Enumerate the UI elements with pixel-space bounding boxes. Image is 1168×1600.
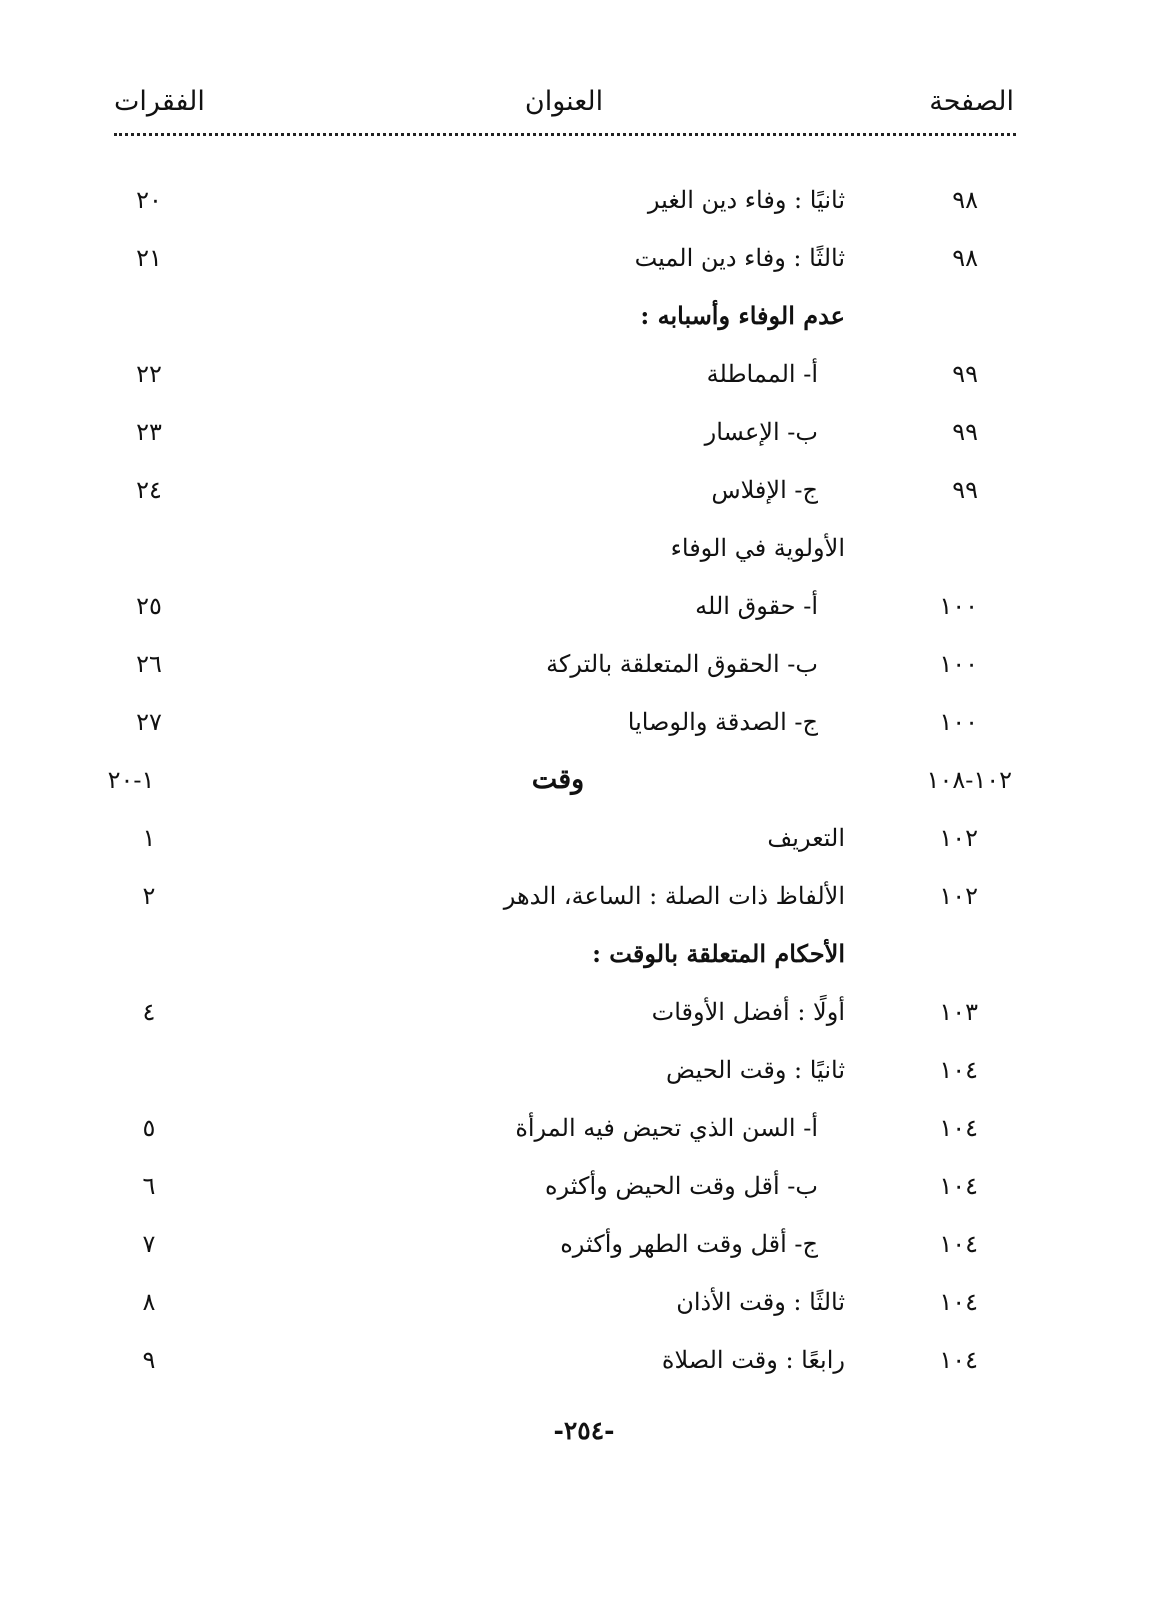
entry-paragraphs: ٩ — [142, 1346, 156, 1374]
entry-page-number: ٩٨ — [952, 186, 978, 214]
entry-page-number: ١٠٢-١٠٨ — [926, 766, 1012, 794]
index-row — [0, 1224, 1168, 1282]
entry-title: ثالثًا : وفاء دين الميت — [634, 244, 845, 272]
entry-title: ج- أقل وقت الطهر وأكثره — [560, 1230, 818, 1258]
entry-title: الأحكام المتعلقة بالوقت : — [592, 939, 845, 968]
entry-title: أولًا : أفضل الأوقات — [651, 998, 845, 1026]
entry-title: ب- الحقوق المتعلقة بالتركة — [546, 650, 818, 678]
index-row — [0, 1050, 1168, 1108]
entry-page-number: ٩٩ — [952, 476, 978, 504]
index-row — [0, 876, 1168, 934]
entry-title: ب- الإعسار — [704, 418, 818, 446]
entry-page-number: ١٠٠ — [939, 592, 978, 620]
entry-paragraphs: ٢٣ — [136, 418, 162, 446]
entry-page-number: ١٠٠ — [939, 708, 978, 736]
index-row — [0, 354, 1168, 412]
entry-page-number: ٩٨ — [952, 244, 978, 272]
index-row — [0, 412, 1168, 470]
entry-page-number: ٩٩ — [952, 360, 978, 388]
entry-paragraphs: ٥ — [142, 1114, 156, 1142]
entry-page-number: ١٠٤ — [939, 1172, 978, 1200]
entry-paragraphs: ٧ — [142, 1230, 156, 1258]
header-dotted-rule — [114, 133, 1016, 136]
entry-title: أ- المماطلة — [706, 360, 818, 388]
index-row — [0, 1340, 1168, 1398]
index-row — [0, 586, 1168, 644]
index-header — [114, 86, 1014, 126]
index-row-heading — [0, 934, 1168, 992]
entry-paragraphs: ٢٧ — [136, 708, 162, 736]
entry-page-number: ١٠٤ — [939, 1346, 978, 1374]
entry-title: ج- الإفلاس — [711, 476, 818, 504]
index-row-heading — [0, 296, 1168, 354]
entry-page-number: ١٠٤ — [939, 1056, 978, 1084]
entry-title: عدم الوفاء وأسبابه : — [640, 301, 845, 330]
index-row — [0, 992, 1168, 1050]
index-row — [0, 644, 1168, 702]
entry-page-number: ١٠٢ — [939, 882, 978, 910]
entry-paragraphs: ٦ — [142, 1172, 156, 1200]
entry-paragraphs: ٤ — [142, 998, 156, 1026]
index-row — [0, 180, 1168, 238]
index-row — [0, 470, 1168, 528]
entry-title: ثانيًا : وقت الحيض — [666, 1056, 845, 1084]
entry-paragraphs: ٢٦ — [136, 650, 162, 678]
entry-title: الأولوية في الوفاء — [670, 534, 845, 562]
index-row — [0, 818, 1168, 876]
entry-page-number: ١٠٤ — [939, 1288, 978, 1316]
entry-title: وقت — [531, 764, 585, 795]
entry-title: ب- أقل وقت الحيض وأكثره — [544, 1172, 818, 1200]
entry-page-number: ١٠٤ — [939, 1114, 978, 1142]
entry-title: التعريف — [767, 824, 845, 852]
paragraphs-column-heading: الفقرات — [114, 86, 205, 117]
entry-page-number: ١٠٢ — [939, 824, 978, 852]
entry-paragraphs: ٢٤ — [136, 476, 162, 504]
entry-paragraphs: ٨ — [142, 1288, 156, 1316]
page-number-footer: -٢٥٤- — [553, 1416, 615, 1445]
entry-title: الألفاظ ذات الصلة : الساعة، الدهر — [503, 882, 845, 910]
index-row — [0, 1108, 1168, 1166]
entry-title: أ- حقوق الله — [695, 592, 818, 620]
entry-paragraphs: ٢٠ — [136, 186, 162, 214]
index-row-main-topic — [0, 760, 1168, 818]
index-entries — [0, 180, 1168, 1398]
entry-title: ثانيًا : وفاء دين الغير — [647, 186, 845, 214]
entry-title: أ- السن الذي تحيض فيه المرأة — [515, 1114, 818, 1142]
entry-page-number: ١٠٣ — [939, 998, 978, 1026]
entry-title: ثالثًا : وقت الأذان — [676, 1288, 845, 1316]
index-row — [0, 1166, 1168, 1224]
entry-paragraphs: ٢٢ — [136, 360, 162, 388]
entry-page-number: ٩٩ — [952, 418, 978, 446]
entry-paragraphs: ١-٢٠ — [107, 766, 155, 794]
page-column-heading: الصفحة — [929, 86, 1014, 117]
index-row — [0, 702, 1168, 760]
index-row — [0, 238, 1168, 296]
entry-title: ج- الصدقة والوصايا — [627, 708, 818, 736]
index-row — [0, 1282, 1168, 1340]
entry-paragraphs: ٢٥ — [136, 592, 162, 620]
entry-paragraphs: ٢ — [142, 882, 156, 910]
title-column-heading: العنوان — [524, 86, 604, 117]
entry-paragraphs: ١ — [142, 824, 156, 852]
index-row — [0, 528, 1168, 586]
entry-page-number: ١٠٠ — [939, 650, 978, 678]
entry-page-number: ١٠٤ — [939, 1230, 978, 1258]
entry-paragraphs: ٢١ — [136, 244, 162, 272]
entry-title: رابعًا : وقت الصلاة — [661, 1346, 845, 1374]
